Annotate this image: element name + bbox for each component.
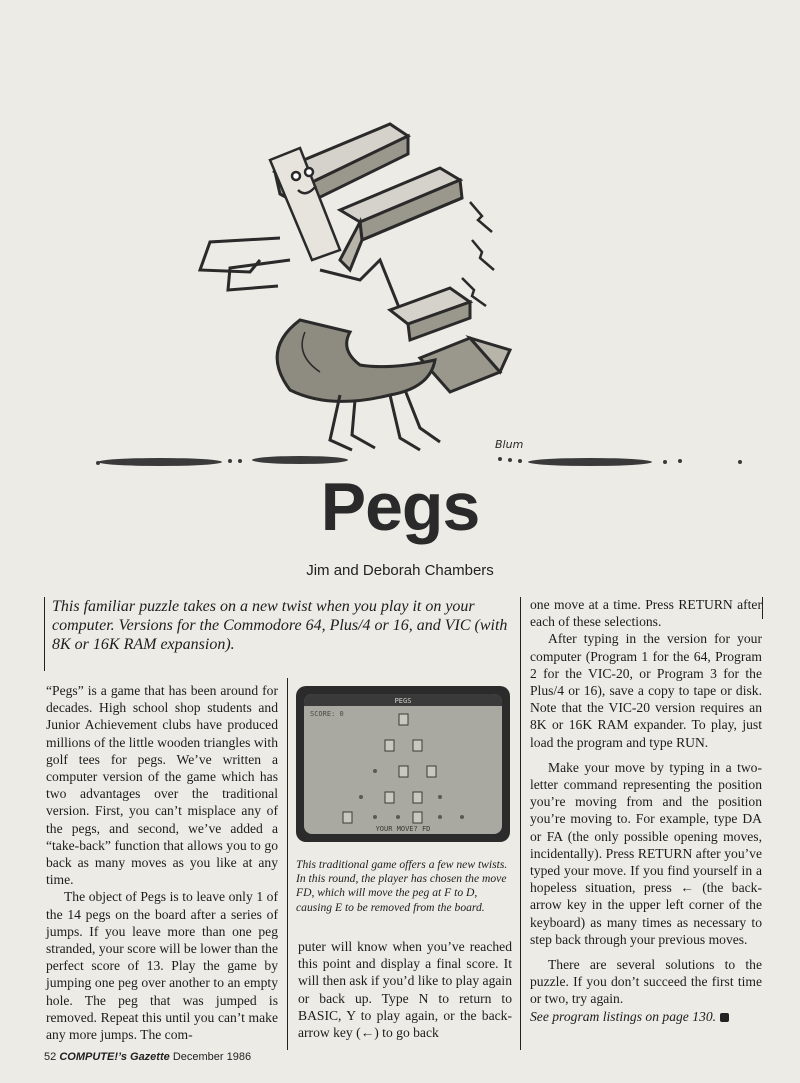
peg (413, 740, 422, 751)
page-footer (44, 1051, 251, 1063)
end-mark-icon (720, 1013, 729, 1022)
peg (427, 766, 436, 777)
body-column-2 (298, 938, 512, 1041)
cartoon-arms (200, 238, 290, 290)
body-paragraph: puter will know when you’ve reached this point and display a final score. It will then ask if you’d like to play again or back up. Type N to return to BASIC, Y to play again, or the back-arrow key (←) to go back (298, 939, 512, 1041)
body-paragraph: After typing in the version for your computer (Program 1 for the 64, Program 2 for the VIC-20, or Program 3 for the Plus/4 or 16), save a copy to tape or disk. Note that the VIC-20 version requires an 8K or 16K RAM expander. To play, just load the program and type RUN. (530, 631, 762, 750)
peg (343, 812, 352, 823)
article-deck: This familiar puzzle takes on a new twist when you play it on your computer. Versions for the Commodore 64, Plus/4 or 16, and VIC (with 8K or 16K RAM expansion). (52, 598, 508, 653)
peg-board (304, 694, 502, 834)
body-paragraph: “Pegs” is a game that has been around for decades. High school shop students and Junior Achievement clubs have produced millions of the little wooden triangles with golf tees for pegs. We’ve written a computer version of the game which has two advantages over the traditional version. First, you can’t misplace any of the pegs, and second, we’ve added a “take-back” function that allows you to go back as many moves as you like at any time. (46, 683, 278, 888)
pegs-cartoon-illustration (90, 110, 750, 480)
game-screenshot-figure (296, 686, 510, 842)
issue-date: December 1986 (172, 1051, 252, 1063)
article-title: Pegs (320, 469, 480, 545)
screen-prompt: YOUR MOVE? FD (375, 825, 431, 833)
column-rule-2 (520, 597, 521, 1050)
game-screen (304, 694, 502, 834)
column-rule-1 (287, 678, 288, 1050)
empty-holes (359, 769, 464, 819)
artist-signature: Blum (495, 438, 524, 451)
motion-lines (462, 202, 494, 306)
deck-left-rule (44, 597, 45, 671)
program-listings-note (530, 1008, 762, 1025)
publication-name: COMPUTE!’s Gazette (59, 1051, 170, 1063)
peg (413, 812, 422, 823)
peg (399, 766, 408, 777)
body-column-1 (46, 682, 278, 1043)
body-paragraph: one move at a time. Press RETURN after each of these selections. (530, 597, 762, 630)
peg (399, 714, 408, 725)
screen-title: PEGS (394, 697, 412, 705)
listings-note-text: See program listings on page 130. (530, 1008, 717, 1024)
peg-holes (343, 714, 436, 823)
body-paragraph: Make your move by typing in a two-letter command representing the position you’re moving from and the position you’re moving to. For example, type DA or FA (the only possible opening moves, incidentally). Press RETURN after you’ve typed your move. If you find yourself in a hopeless situation, press ← (the back-arrow key in the upper left corner of the keyboard) as many times as necessary to step back through your previous moves. (530, 759, 762, 947)
body-paragraph: There are several solutions to the puzzle. If you don’t succeed the first time or two, try again. (530, 957, 762, 1007)
screen-score: SCORE: 0 (310, 710, 344, 718)
peg (385, 792, 394, 803)
figure-caption: This traditional game offers a few new twists. In this round, the player has chosen the move FD, which will move the peg at F to D, causing E to be removed from the board. (296, 858, 508, 914)
page-number: 52 (44, 1051, 57, 1063)
article-byline: Jim and Deborah Chambers (306, 562, 494, 579)
peg (385, 740, 394, 751)
body-paragraph: The object of Pegs is to leave only 1 of the 14 pegs on the board after a series of jumps. If you leave more than one peg stranded, your score will be lower than the perfect score of 13. Play the game by jumping one peg over another to an empty hole. The peg that was jumped is removed. Repeat this until you can’t make any more jumps. The com- (46, 889, 278, 1043)
body-column-3 (530, 596, 762, 1025)
column-rule-3 (762, 597, 763, 619)
peg (413, 792, 422, 803)
ground-line (96, 456, 742, 466)
